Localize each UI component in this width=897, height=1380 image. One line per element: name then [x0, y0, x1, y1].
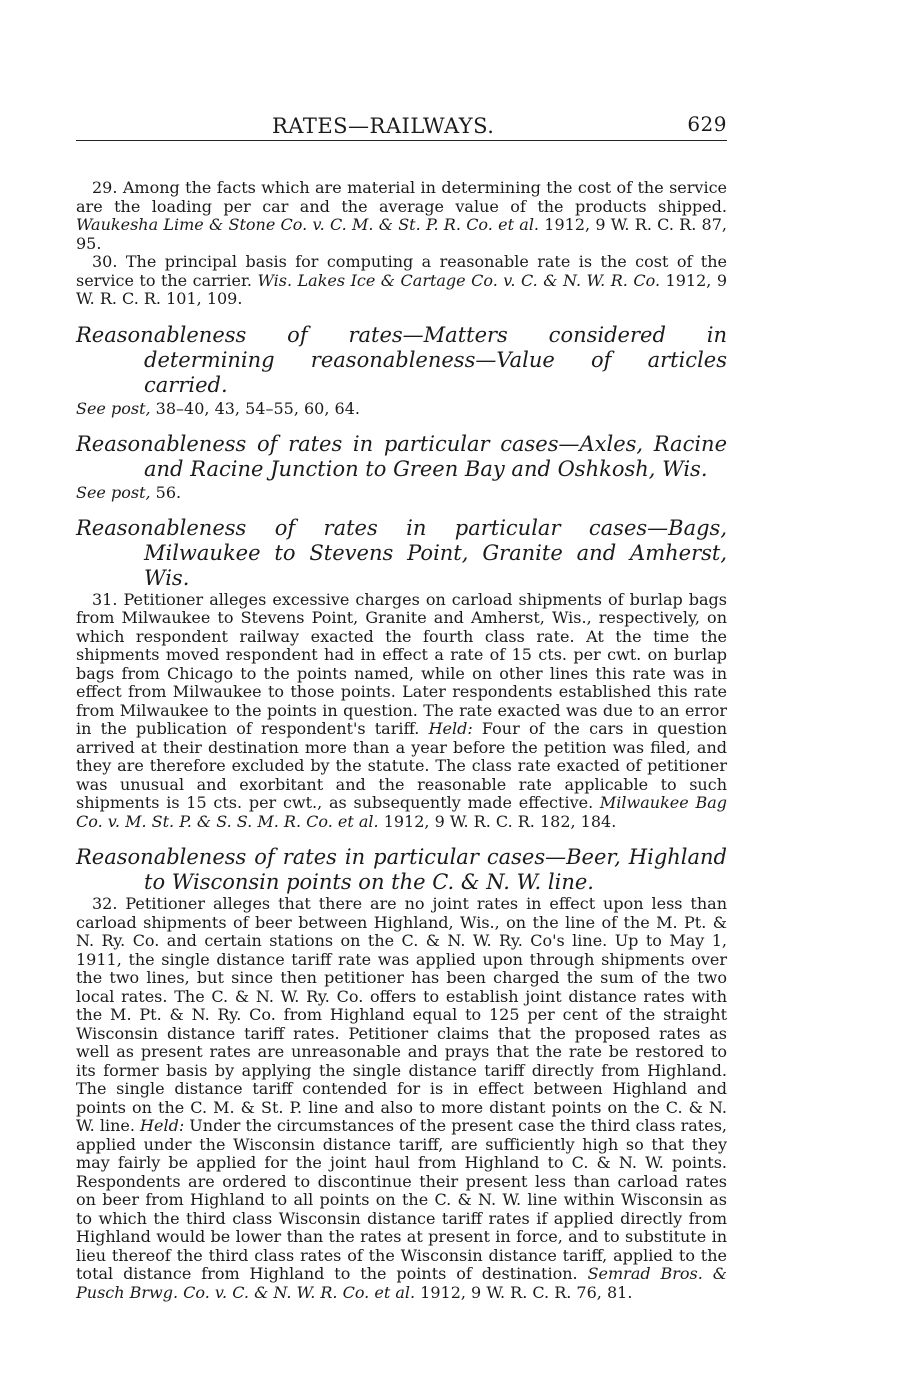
text-run: Four of the cars in question arrived at their destination more than a year before the petition was filed, and they are therefore excluded by the statute. The class rate exacted of petitioner was unusual and exorbitant and the reasonable rate applicable to such shipments is 15 cts. per cwt., as subsequently made effective.	[76, 719, 727, 812]
italic-citation: See post,	[76, 482, 151, 502]
text-run: 56.	[150, 482, 182, 502]
digest-paragraph	[76, 895, 727, 1302]
section-heading: Reasonableness of rates in particular cases—Beer, Highland to Wisconsin points on the C. & N. W. line.	[76, 845, 727, 894]
section-heading: Reasonableness of rates in particular cases—Axles, Racine and Racine Junction to Green Bay and Oshkosh, Wis.	[76, 431, 727, 481]
text-run: 1912, 9 W. R. C. R. 182, 184.	[378, 811, 617, 831]
text-run: 1912, 9 W. R. C. R. 76, 81.	[415, 1282, 633, 1302]
book-page	[76, 110, 727, 1302]
italic-citation: Held:	[140, 1116, 185, 1135]
digest-paragraph	[76, 253, 727, 309]
running-title: RATES—RAILWAYS.	[272, 114, 495, 138]
italic-citation: See post,	[76, 398, 151, 418]
section-heading: Reasonableness of rates in particular cases—Bags, Milwaukee to Stevens Point, Granite and Amherst, Wis.	[76, 515, 727, 590]
text-run: 1912, 9 W. R. C. R. 101, 109.	[76, 270, 728, 308]
italic-citation: Wis. Lakes Ice & Cartage Co. v. C. & N. W. R. Co.	[257, 270, 661, 290]
text-run: 38–40, 43, 54–55, 60, 64.	[150, 398, 360, 418]
text-run: 1912, 9 W. R. C. R. 87, 95.	[76, 215, 728, 253]
italic-citation: Semrad Bros. & Pusch Brwg. Co. v. C. & N. W. R. Co. et al.	[76, 1264, 728, 1302]
text-run: 29. Among the facts which are material in determining the cost of the service are the loading per car and the average value of the products shipped.	[76, 178, 727, 216]
text-run: 31. Petitioner alleges excessive charges on carload shipments of burlap bags from Milwaukee to Stevens Point, Granite and Amherst, Wis., respectively, on which respondent railway exacted the fourth class rate. At the time the shipments moved respondent had in effect a rate of 15 cts. per cwt. on burlap bags from Chicago to the points named, while on other lines this rate was in effect from Milwaukee to those points. Later respondents established this rate from Milwaukee to the points in question. The rate exacted was due to an error in the publication of respondent's tariff.	[76, 589, 727, 738]
see-reference	[76, 399, 727, 418]
page-number: 629	[687, 112, 727, 136]
running-header	[76, 110, 727, 141]
italic-citation: Milwaukee Bag Co. v. M. St. P. & S. S. M. R. Co. et al.	[76, 793, 728, 831]
text-run: Under the circumstances of the present case the third class rates, applied under the Wisconsin distance tariff, are sufficiently high so that they may fairly be applied for the joint haul from Highland to C. & N. W. points. Respondents are ordered to discontinue their present less than carload rates on beer from Highland to all points on the C. & N. W. line within Wisconsin as to which the third class Wisconsin distance tariff rates if applied directly from Highland would be lower than the rates at present in force, and to substitute in lieu thereof the third class rates of the Wisconsin distance tariff, applied to the total distance from Highland to the points of destination.	[76, 1116, 727, 1283]
italic-citation: Waukesha Lime & Stone Co. v. C. M. & St. P. R. Co. et al.	[76, 215, 540, 234]
see-reference	[76, 483, 727, 502]
page-body	[76, 179, 727, 1302]
text-run: 32. Petitioner alleges that there are no joint rates in effect upon less than carload shipments of beer between Highland, Wis., on the line of the M. Pt. & N. Ry. Co. and certain stations on the C. & N. W. Ry. Co's line. Up to May 1, 1911, the single distance tariff rate was applied upon through shipments over the two lines, but since then petitioner has been charged the sum of the two local rates. The C. & N. W. Ry. Co. offers to establish joint distance rates with the M. Pt. & N. Ry. Co. from Highland equal to 125 per cent of the straight Wisconsin distance tariff rates. Petitioner claims that the proposed rates as well as present rates are unreasonable and prays that the rate be restored to its former basis by applying the single distance tariff directly from Highland. The single distance tariff contended for is in effect between Highland and points on the C. M. & St. P. line and also to more distant points on the C. & N. W. line.	[76, 894, 727, 1135]
text-run: 30. The principal basis for computing a reasonable rate is the cost of the service to the carrier.	[76, 252, 727, 290]
digest-paragraph	[76, 591, 727, 832]
italic-citation: Held:	[428, 719, 473, 738]
digest-paragraph	[76, 179, 727, 253]
section-heading: Reasonableness of rates—Matters considered in determining reasonableness—Value of articles carried.	[76, 322, 727, 397]
